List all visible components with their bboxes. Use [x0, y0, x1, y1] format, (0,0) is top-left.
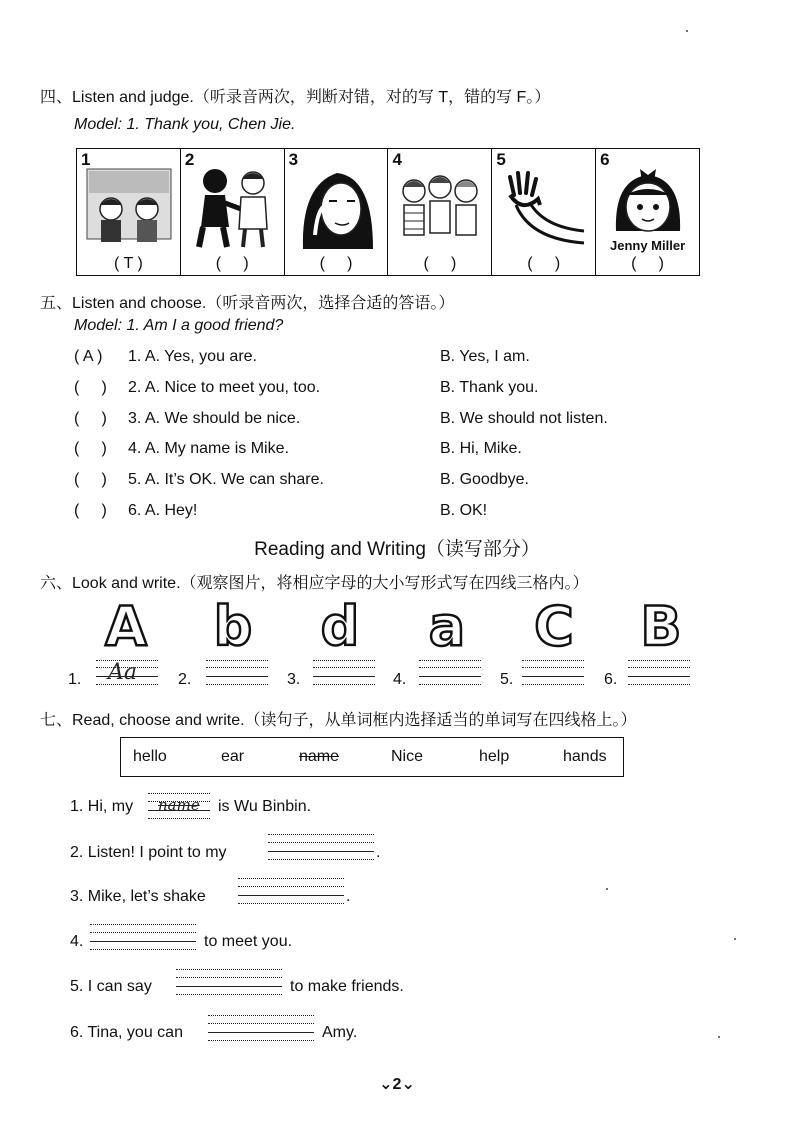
answer-bracket[interactable]: ( )	[215, 255, 249, 272]
answer-line[interactable]	[176, 969, 282, 995]
section-4-title: 四、Listen and judge.（听录音两次，判断对错，对的写 T，错的写 F。）	[40, 89, 551, 106]
sentence-start: 6. Tina, you can	[70, 1024, 183, 1041]
sentence-end: to make friends.	[290, 978, 404, 995]
picture-strip	[76, 148, 700, 276]
letter-picture: C	[534, 595, 574, 658]
answer-line[interactable]	[238, 878, 344, 904]
option-a: 1. A. Yes, you are.	[128, 348, 257, 365]
word-bank-item: ear	[221, 748, 245, 765]
handwritten-answer: Aa	[108, 660, 138, 685]
word-bank-item: hello	[133, 748, 167, 765]
letter-picture: b	[213, 595, 253, 658]
section-5-model: Model: 1. Am I a good friend?	[74, 317, 284, 334]
picture-number: 5	[496, 150, 506, 169]
picture-number: 6	[600, 150, 610, 169]
scan-speck	[734, 938, 736, 940]
picture-cell-6	[596, 149, 699, 275]
four-line-grid[interactable]	[313, 660, 375, 686]
option-b: B. Hi, Mike.	[440, 440, 522, 457]
answer-bracket[interactable]: ( )	[319, 255, 353, 272]
answer-bracket[interactable]: ( )	[527, 255, 561, 272]
three-children-picture-icon	[396, 165, 484, 249]
page-number-value: 2	[392, 1076, 402, 1093]
option-b: B. Goodbye.	[440, 471, 529, 488]
woman-listening-picture-icon	[293, 165, 381, 249]
item-number: 1.	[68, 671, 82, 688]
answer-bracket[interactable]: ( )	[74, 440, 107, 457]
answer-line[interactable]	[268, 834, 374, 860]
picture-cell-5	[492, 149, 596, 275]
handwritten-answer: name	[158, 796, 200, 814]
four-line-grid[interactable]	[419, 660, 481, 686]
scan-speck	[686, 30, 688, 32]
sentence-end: .	[376, 844, 381, 861]
item-number: 6.	[604, 671, 618, 688]
sentence-start: 1. Hi, my	[70, 798, 134, 815]
page-number-ornament-icon: ⌄	[379, 1076, 393, 1093]
waving-hand-picture-icon	[500, 165, 588, 249]
answer-bracket[interactable]: ( )	[423, 255, 457, 272]
word-bank-item: help	[479, 748, 510, 765]
option-b: B. Yes, I am.	[440, 348, 530, 365]
picture-cell-4	[388, 149, 492, 275]
letter-picture: d	[320, 595, 360, 658]
letter-picture: a	[428, 595, 466, 658]
option-a: 6. A. Hey!	[128, 502, 198, 519]
picture-caption: Jenny Miller	[609, 238, 686, 253]
answer-bracket[interactable]: ( )	[74, 471, 107, 488]
sentence-end: to meet you.	[204, 933, 293, 950]
letter-picture: A	[105, 595, 147, 658]
answer-bracket[interactable]: ( )	[74, 502, 107, 519]
two-girls-picture-icon	[85, 165, 173, 249]
section-6-title: 六、Look and write.（观察图片，将相应字母的大小写形式写在四线三格内。）	[40, 575, 589, 592]
girl-portrait-picture-icon	[604, 165, 692, 237]
answer-bracket[interactable]: ( T )	[114, 255, 143, 272]
answer-line[interactable]	[208, 1015, 314, 1041]
four-line-grid[interactable]	[522, 660, 584, 686]
item-number: 4.	[393, 671, 407, 688]
answer-bracket[interactable]: ( A )	[74, 348, 103, 365]
option-a: 2. A. Nice to meet you, too.	[128, 379, 321, 396]
option-b: B. OK!	[440, 502, 488, 519]
word-bank-item: Nice	[391, 748, 424, 765]
sentence-end: Amy.	[322, 1024, 358, 1041]
item-number: 5.	[500, 671, 514, 688]
answer-bracket[interactable]: ( )	[74, 379, 107, 396]
picture-number: 1	[81, 150, 91, 169]
section-4-model: Model: 1. Thank you, Chen Jie.	[74, 116, 296, 133]
item-number: 2.	[178, 671, 192, 688]
answer-line[interactable]	[90, 924, 196, 950]
option-a: 3. A. We should be nice.	[128, 410, 301, 427]
sentence-start: 3. Mike, let’s shake	[70, 888, 206, 905]
word-bank-item: hands	[563, 748, 607, 765]
section-5-title: 五、Listen and choose.（听录音两次，选择合适的答语。）	[40, 295, 455, 312]
shaking-hands-picture-icon	[189, 165, 277, 249]
option-a: 4. A. My name is Mike.	[128, 440, 289, 457]
sentence-start: 2. Listen! I point to my	[70, 844, 227, 861]
page-number	[350, 1074, 444, 1094]
part-heading: Reading and Writing（读写部分）	[254, 539, 540, 560]
picture-number: 4	[392, 150, 402, 169]
option-a: 5. A. It’s OK. We can share.	[128, 471, 324, 488]
section-7-title: 七、Read, choose and write.（读句子，从单词框内选择适当的单词写在四线格上。）	[40, 712, 637, 729]
scan-speck	[718, 1036, 720, 1038]
answer-bracket[interactable]: ( )	[74, 410, 107, 427]
option-b: B. Thank you.	[440, 379, 539, 396]
four-line-grid[interactable]	[628, 660, 690, 686]
letter-picture: B	[640, 595, 682, 658]
scan-speck	[606, 888, 608, 890]
picture-number: 3	[288, 150, 299, 169]
picture-cell-1	[77, 149, 181, 275]
picture-cell-3	[285, 149, 389, 275]
four-line-grid[interactable]	[206, 660, 268, 686]
word-bank	[120, 737, 624, 777]
answer-bracket[interactable]: ( )	[631, 255, 664, 272]
sentence-end: .	[346, 888, 351, 905]
sentence-start: 5. I can say	[70, 978, 152, 995]
sentence-end: is Wu Binbin.	[218, 798, 312, 815]
picture-cell-2	[181, 149, 285, 275]
word-bank-item: name	[299, 748, 340, 765]
option-b: B. We should not listen.	[440, 410, 608, 427]
picture-number: 2	[184, 150, 195, 169]
page-number-ornament-icon: ⌄	[401, 1076, 415, 1093]
item-number: 3.	[287, 671, 301, 688]
sentence-start: 4.	[70, 933, 84, 950]
